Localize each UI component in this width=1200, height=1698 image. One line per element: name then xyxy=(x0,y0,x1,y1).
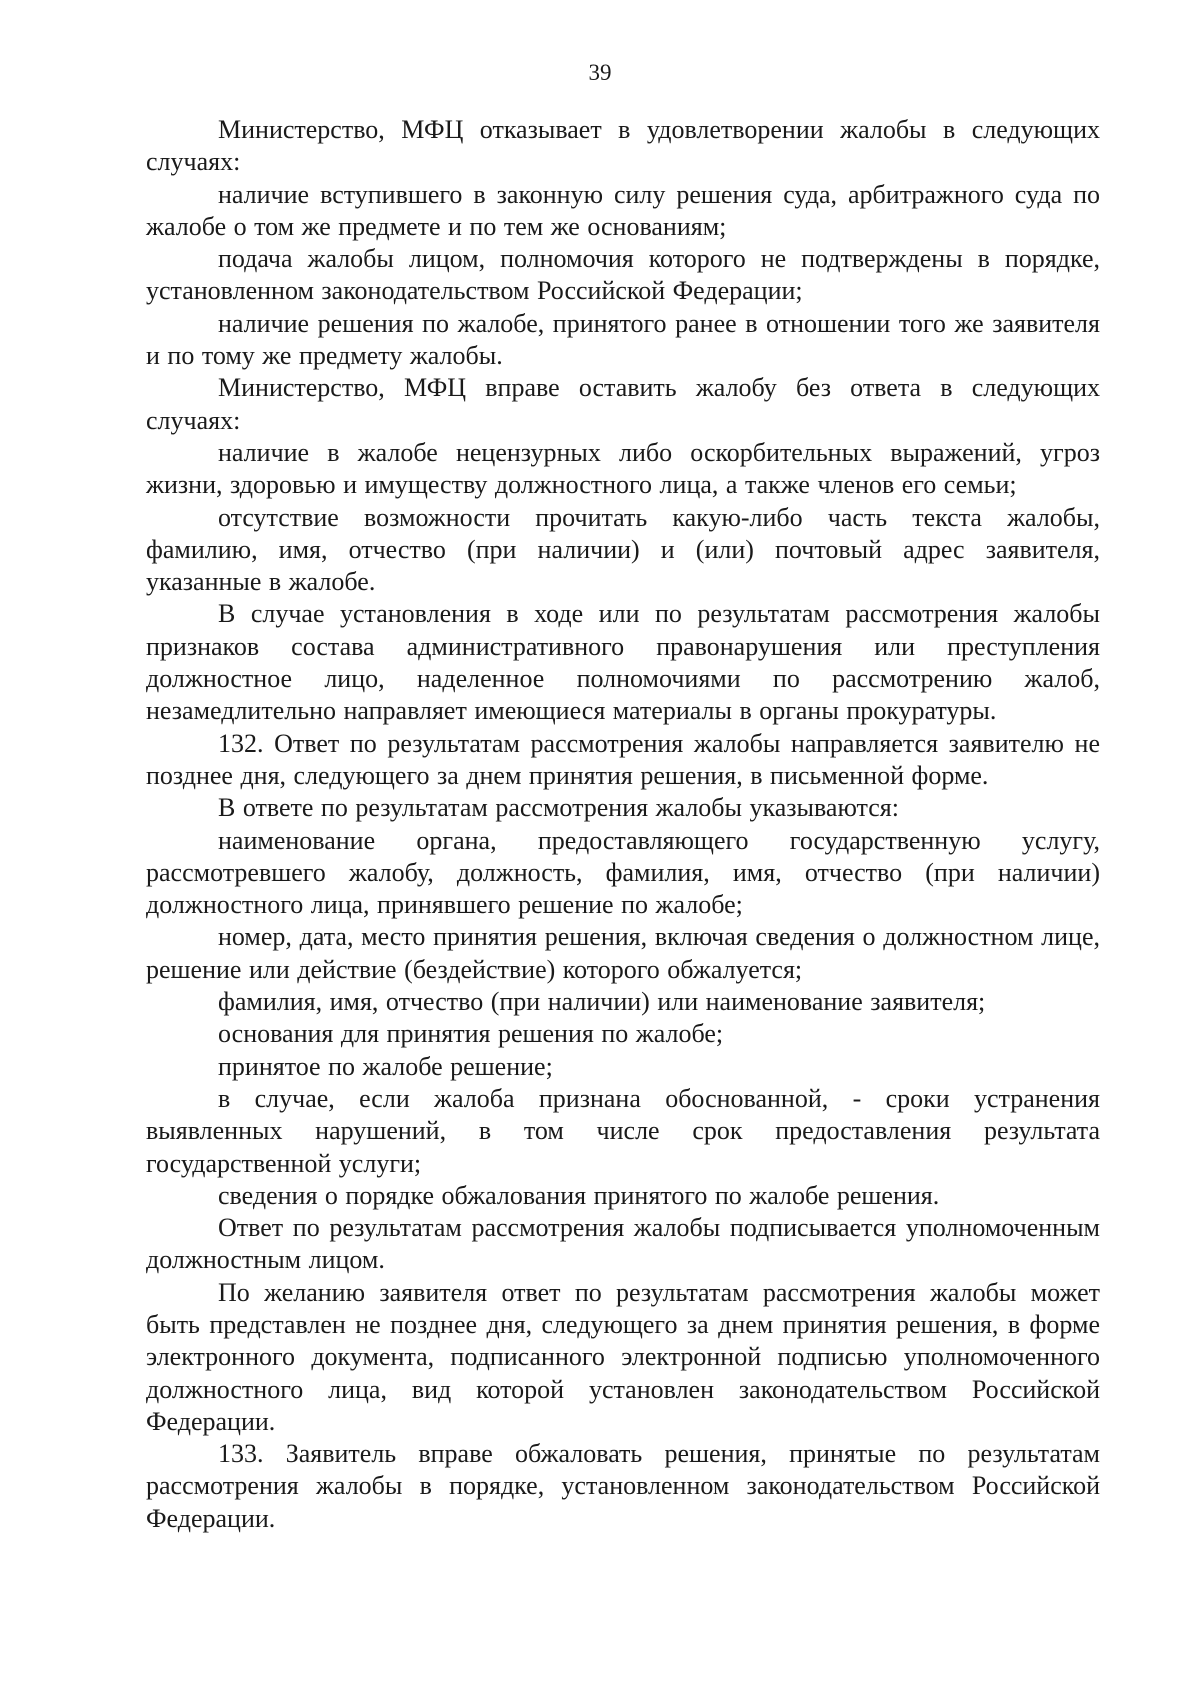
paragraph: Министерство, МФЦ вправе оставить жалобу без ответа в следующих случаях: xyxy=(146,373,1100,435)
paragraph: фамилия, имя, отчество (при наличии) или наименование заявителя; xyxy=(218,987,986,1017)
page-number: 39 xyxy=(588,60,612,85)
paragraph: 132. Ответ по результатам рассмотрения жалобы направляется заявителю не позднее дня, следующего за днем принятия решения, в письменной форме. xyxy=(146,728,1100,790)
paragraph: 133. Заявитель вправе обжаловать решения, принятые по результатам рассмотрения жалобы в порядке, установленном законодательством Российской Федерации. xyxy=(146,1439,1100,1533)
paragraph: номер, дата, место принятия решения, включая сведения о должностном лице, решение или действие (бездействие) которого обжалуется; xyxy=(146,922,1100,984)
paragraph: Министерство, МФЦ отказывает в удовлетворении жалобы в следующих случаях: xyxy=(146,115,1100,177)
paragraph: Ответ по результатам рассмотрения жалобы подписывается уполномоченным должностным лицом. xyxy=(146,1213,1100,1275)
paragraph: наличие в жалобе нецензурных либо оскорбительных выражений, угроз жизни, здоровью и имуществу должностного лица, а также членов его семьи; xyxy=(146,437,1100,500)
paragraph: сведения о порядке обжалования принятого по жалобе решения. xyxy=(218,1180,940,1210)
paragraph: в случае, если жалоба признана обоснованной, - сроки устранения выявленных нарушений, в том числе срок предоставления результата государственной услуги; xyxy=(146,1083,1100,1178)
paragraph: По желанию заявителя ответ по результатам рассмотрения жалобы может быть представлен не позднее дня, следующего за днем принятия решения, в форме электронного документа, подписанного электронной подписью уполномоченного должностного лица, вид которой установлен законодательством Российской Федерации. xyxy=(146,1277,1100,1436)
paragraph: принятое по жалобе решение; xyxy=(218,1051,553,1081)
paragraph: основания для принятия решения по жалобе; xyxy=(218,1019,724,1049)
document-body xyxy=(146,114,1100,1535)
paragraph: наличие решения по жалобе, принятого ранее в отношении того же заявителя и по тому же предмету жалобы. xyxy=(146,308,1100,371)
paragraph: отсутствие возможности прочитать какую-либо часть текста жалобы, фамилию, имя, отчество (при наличии) и (или) почтовый адрес заявителя, указанные в жалобе. xyxy=(146,502,1100,597)
paragraph: наличие вступившего в законную силу решения суда, арбитражного суда по жалобе о том же предмете и по тем же основаниям; xyxy=(146,179,1100,241)
paragraph: наименование органа, предоставляющего государственную услугу, рассмотревшего жалобу, должность, фамилия, имя, отчество (при наличии) должностного лица, принявшего решение по жалобе; xyxy=(146,825,1100,920)
paragraph: В ответе по результатам рассмотрения жалобы указываются: xyxy=(218,793,899,823)
paragraph: подача жалобы лицом, полномочия которого не подтверждены в порядке, установленном законодательством Российской Федерации; xyxy=(146,244,1100,306)
paragraph: В случае установления в ходе или по результатам рассмотрения жалобы признаков состава административного правонарушения или преступления должностное лицо, наделенное полномочиями по рассмотрению жалоб, незамедлительно направляет имеющиеся материалы в органы прокуратуры. xyxy=(146,599,1100,726)
